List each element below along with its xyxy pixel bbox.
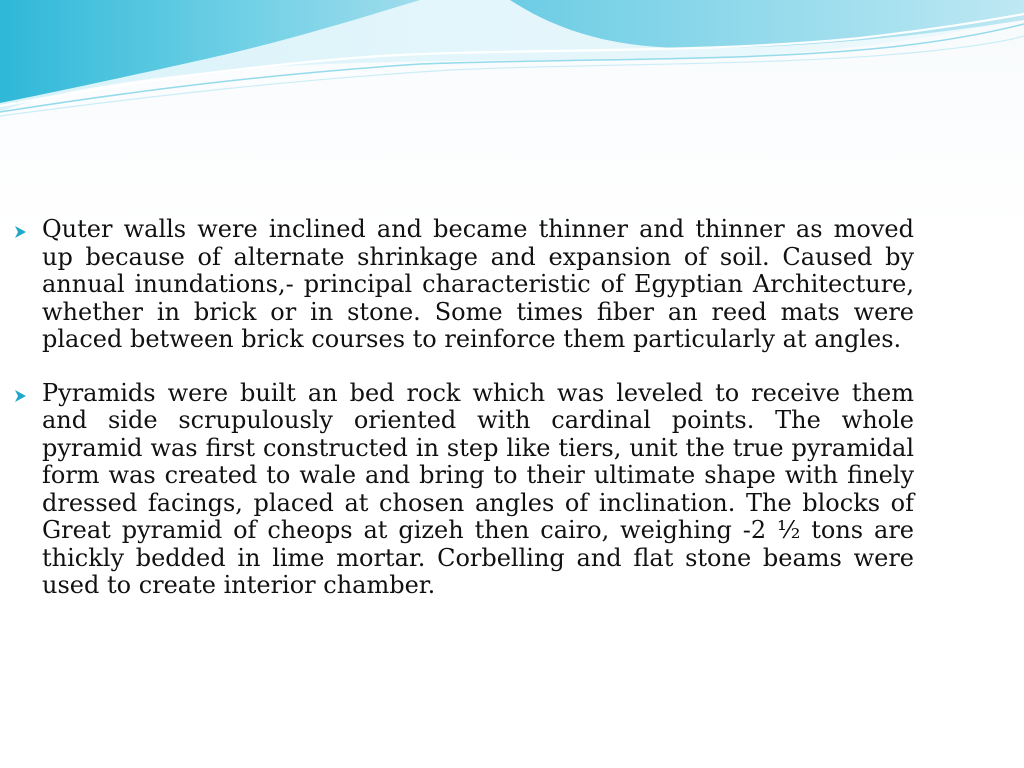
arrow-bullet-icon (14, 225, 28, 239)
bullet-text: Quter walls were inclined and became thinner and thinner as moved up because of alternate shrinkage and expansion of soil. Caused by annual inundations,- principal characteristic of Egyptian Architecture, whether in brick or in stone. Some times fiber an reed mats were placed between brick courses to reinforce them particularly at angles. (42, 215, 914, 353)
bullet-item (14, 380, 914, 600)
bullet-text: Pyramids were built an bed rock which was leveled to receive them and side scrupulously oriented with cardinal points. The whole pyramid was first constructed in step like tiers, unit the true pyramidal form was created to wale and bring to their ultimate shape with finely dressed facings, placed at chosen angles of inclination. The blocks of Great pyramid of cheops at gizeh then cairo, weighing -2 ½ tons are thickly bedded in lime mortar. Corbelling and flat stone beams were used to create interior chamber. (42, 378, 914, 599)
arrow-bullet-icon (14, 389, 28, 403)
bullet-list (14, 216, 914, 626)
bullet-item (14, 216, 914, 354)
header-wave-decoration (0, 0, 1024, 120)
